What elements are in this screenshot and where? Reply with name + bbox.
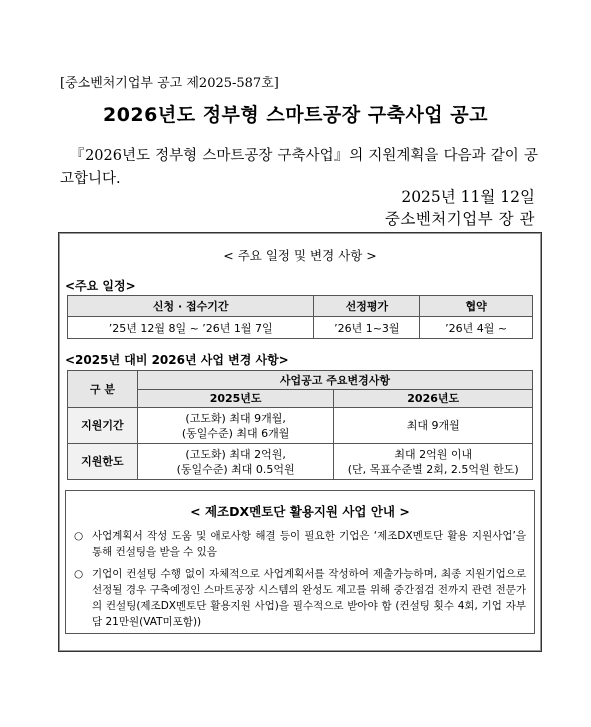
cell-line: (고도화) 최대 9개월,: [185, 411, 286, 425]
schedule-value-agreement: ’26년 4월 ~: [420, 317, 533, 339]
schedule-header-agreement: 협약: [420, 296, 533, 317]
bullet-text: 기업이 컨설팅 수행 없이 자체적으로 사업계획서를 작성하여 제출가능하며, 최종 지원기업으로 선정될 경우 구축예정인 스마트공장 시스템의 완성도 제고를 위해 중간점검 전까지 관련 전문가의 컨설팅(제조DX멘토단 활용지원 사업)을 필수적으로 받아야 함 (컨설팅 횟수 4회, 기업 자부담 21만원(VAT미포함)): [92, 568, 526, 628]
list-item: [74, 566, 526, 630]
cell-line: (단, 목표수준별 2회, 2.5억원 한도): [347, 462, 519, 476]
cell-line: (동일수준) 최대 0.5억원: [176, 462, 295, 476]
dx-mentor-title: < 제조DX멘토단 활용지원 사업 안내 >: [190, 504, 410, 519]
cell-line: 최대 2억원 이내: [394, 447, 473, 461]
bullet-circle-icon: ○: [74, 568, 84, 580]
cell-line: (동일수준) 최대 6개월: [181, 426, 290, 440]
schedule-header-application: 신청 · 접수기간: [68, 296, 314, 317]
table-row: [68, 408, 533, 444]
row-label-support-limit: 지원한도: [68, 444, 138, 480]
intro-paragraph: 『2026년도 정부형 스마트공장 구축사업』의 지원계획을 다음과 같이 공고합니다.: [60, 148, 538, 187]
cell-2025-limit: [137, 444, 334, 480]
summary-box-header: < 주요 일정 및 변경 사항 >: [223, 248, 377, 263]
row-label-support-period: 지원기간: [68, 408, 138, 444]
cell-2026-period: [334, 408, 533, 444]
dx-mentor-box: [65, 490, 535, 634]
changes-table: [67, 370, 533, 480]
schedule-header-evaluation: 선정평가: [314, 296, 420, 317]
cell-line: 최대 9개월: [406, 419, 460, 432]
changes-header-category: 구 분: [68, 371, 138, 408]
signature-org: 중소벤처기업부 장 관: [384, 210, 535, 228]
signature-date: 2025년 11월 12일: [401, 188, 535, 206]
changes-header-2026: 2026년도: [334, 390, 533, 408]
list-item: [74, 528, 526, 560]
schedule-value-evaluation: ’26년 1~3월: [314, 317, 420, 339]
bullet-text: 사업계획서 작성 도움 및 애로사항 해결 등이 필요한 기업은 ‘제조DX멘토단 활용 지원사업’을 통해 컨설팅을 받을 수 있음: [92, 530, 526, 558]
document-title: 2026년도 정부형 스마트공장 구축사업 공고: [102, 104, 488, 126]
changes-label: <2025년 대비 2026년 사업 변경 사항>: [65, 353, 289, 367]
changes-header-main: 사업공고 주요변경사항: [137, 371, 532, 390]
notice-number: [중소벤처기업부 공고 제2025-587호]: [60, 76, 279, 91]
table-row: [68, 444, 533, 480]
bullet-circle-icon: ○: [74, 530, 84, 542]
cell-line: (고도화) 최대 2억원,: [185, 447, 286, 461]
schedule-value-application: ’25년 12월 8일 ~ ’26년 1월 7일: [68, 317, 314, 339]
changes-header-2025: 2025년도: [137, 390, 334, 408]
cell-2025-period: [137, 408, 334, 444]
summary-box: [58, 232, 542, 652]
schedule-table: [67, 295, 533, 339]
schedule-label: <주요 일정>: [65, 279, 136, 293]
cell-2026-limit: [334, 444, 533, 480]
